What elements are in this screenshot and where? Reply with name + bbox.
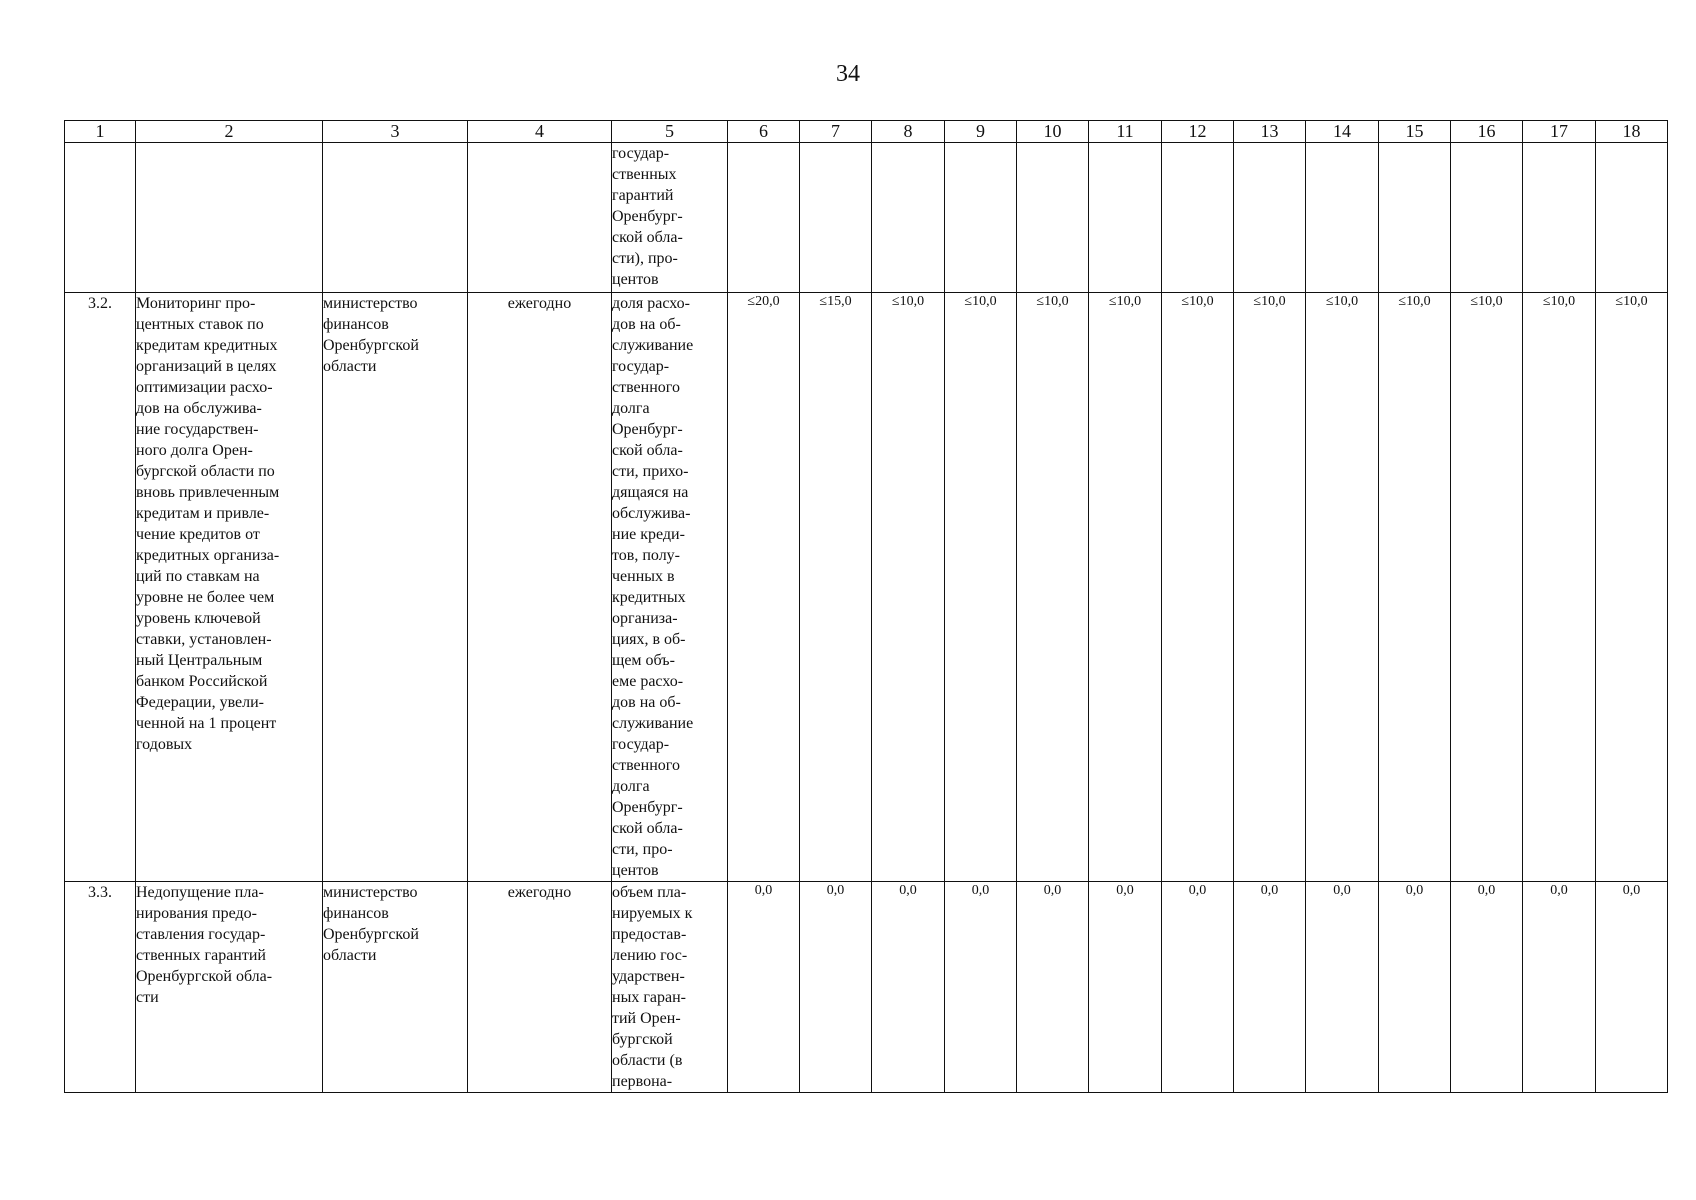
value-cell: ≤10,0	[1162, 293, 1234, 882]
measure-name-cell: Мониторинг про- центных ставок по кредитам кредитных организаций в целях оптимизации расхо- дов на обслужива- ние государствен- ного долга Орен- бургской области по вновь привлеченным кредитам и привле- чение кредитов от кредитных организа- ций по ставкам на уровне не более чем уровень ключевой ставки, установлен- ный Центральным банком Российской Федерации, увели- ченной на 1 процент годовых	[136, 293, 323, 882]
value-cell: 0,0	[1379, 882, 1451, 1093]
value-cell: 0,0	[728, 882, 800, 1093]
column-header: 7	[800, 121, 872, 143]
value-cell: ≤10,0	[1379, 293, 1451, 882]
value-cell: 0,0	[872, 882, 945, 1093]
value-cell	[1234, 143, 1306, 293]
column-header: 3	[323, 121, 468, 143]
value-cell	[1596, 143, 1668, 293]
column-header: 17	[1523, 121, 1596, 143]
table-row	[65, 882, 1668, 1093]
value-cell	[1089, 143, 1162, 293]
value-cell	[1379, 143, 1451, 293]
value-cell: 0,0	[1523, 882, 1596, 1093]
table-row	[65, 293, 1668, 882]
value-cell	[800, 143, 872, 293]
value-cell: ≤10,0	[1451, 293, 1523, 882]
value-cell	[872, 143, 945, 293]
value-cell: ≤10,0	[1234, 293, 1306, 882]
value-cell: ≤10,0	[945, 293, 1017, 882]
value-cell: 0,0	[1596, 882, 1668, 1093]
column-header: 13	[1234, 121, 1306, 143]
indicator-cell: объем пла- нируемых к предостав- лению гос- ударствен- ных гаран- тий Орен- бургской области (в первона-	[612, 882, 728, 1093]
value-cell: 0,0	[1234, 882, 1306, 1093]
value-cell	[1523, 143, 1596, 293]
row-number-cell: 3.2.	[65, 293, 136, 882]
row-number-cell	[65, 143, 136, 293]
value-cell: 0,0	[1089, 882, 1162, 1093]
table-header-row	[65, 121, 1668, 143]
value-cell	[728, 143, 800, 293]
column-header: 16	[1451, 121, 1523, 143]
value-cell	[1017, 143, 1089, 293]
indicator-cell: доля расхо- дов на об- служивание государ- ственного долга Оренбург- ской обла- сти, прихо- дящаяся на обслужива- ние креди- тов, полу- ченных в кредитных организа- циях, в об- щем объ- еме расхо- дов на об- служивание государ- ственного долга Оренбург- ской обла- сти, про- центов	[612, 293, 728, 882]
column-header: 8	[872, 121, 945, 143]
value-cell: 0,0	[1451, 882, 1523, 1093]
value-cell	[1306, 143, 1379, 293]
executor-cell: министерство финансов Оренбургской области	[323, 293, 468, 882]
column-header: 2	[136, 121, 323, 143]
measure-name-cell	[136, 143, 323, 293]
value-cell: 0,0	[800, 882, 872, 1093]
value-cell: ≤10,0	[1089, 293, 1162, 882]
column-header: 12	[1162, 121, 1234, 143]
column-header: 18	[1596, 121, 1668, 143]
value-cell: 0,0	[1017, 882, 1089, 1093]
value-cell: ≤10,0	[1306, 293, 1379, 882]
column-header: 10	[1017, 121, 1089, 143]
column-header: 11	[1089, 121, 1162, 143]
measure-name-cell: Недопущение пла- нирования предо- ставления государ- ственных гарантий Оренбургской обла- сти	[136, 882, 323, 1093]
column-header: 14	[1306, 121, 1379, 143]
indicator-cell: государ- ственных гарантий Оренбург- ской обла- сти), про- центов	[612, 143, 728, 293]
measures-table	[64, 120, 1668, 1093]
value-cell: 0,0	[945, 882, 1017, 1093]
value-cell: ≤10,0	[1596, 293, 1668, 882]
column-header: 9	[945, 121, 1017, 143]
page-number: 34	[836, 61, 860, 87]
column-header: 5	[612, 121, 728, 143]
column-header: 1	[65, 121, 136, 143]
column-header: 6	[728, 121, 800, 143]
value-cell: ≤10,0	[1017, 293, 1089, 882]
executor-cell: министерство финансов Оренбургской области	[323, 882, 468, 1093]
value-cell	[1162, 143, 1234, 293]
value-cell: 0,0	[1162, 882, 1234, 1093]
column-header: 15	[1379, 121, 1451, 143]
column-header: 4	[468, 121, 612, 143]
value-cell: ≤10,0	[1523, 293, 1596, 882]
row-number-cell: 3.3.	[65, 882, 136, 1093]
executor-cell	[323, 143, 468, 293]
value-cell: ≤20,0	[728, 293, 800, 882]
value-cell: ≤10,0	[872, 293, 945, 882]
value-cell	[1451, 143, 1523, 293]
value-cell: ≤15,0	[800, 293, 872, 882]
value-cell: 0,0	[1306, 882, 1379, 1093]
value-cell	[945, 143, 1017, 293]
period-cell: ежегодно	[468, 293, 612, 882]
period-cell	[468, 143, 612, 293]
table-row	[65, 143, 1668, 293]
period-cell: ежегодно	[468, 882, 612, 1093]
